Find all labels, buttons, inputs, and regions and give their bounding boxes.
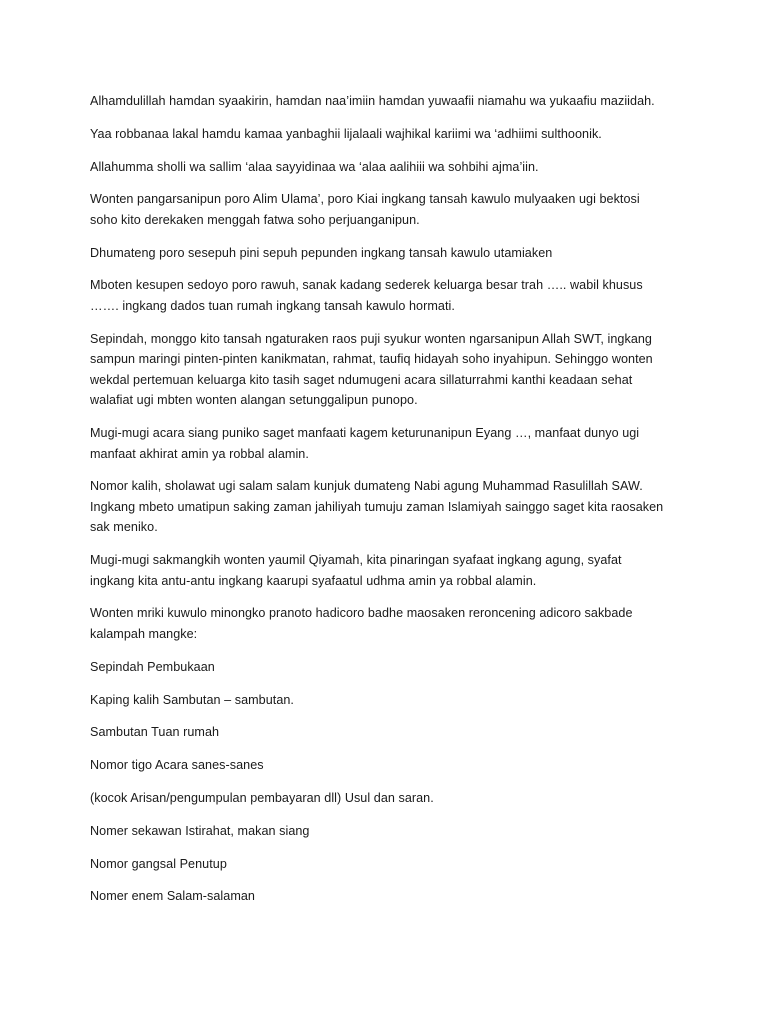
agenda-item-host-speech: Sambutan Tuan rumah [90,725,220,740]
paragraph-greeting-guests: Mboten kesupen sedoyo poro rawuh, sanak kadang sederek keluarga besar trah ….. wabil khusus ……. ingkang dados tuan rumah ingkang tansah kawulo hormati. [90,278,643,313]
paragraph-greeting-elders: Dhumateng poro sesepuh pini sepuh pepunden ingkang tansah kawulo utamiaken [90,245,553,260]
agenda-item-handshakes: Nomer enem Salam-salaman [90,889,255,904]
paragraph-agenda-intro: Wonten mriki kuwulo minongko pranoto hadicoro badhe maosaken reroncening adicoro sakbade kalampah mangke: [90,606,633,641]
paragraph-opening-praise: Alhamdulillah hamdan syaakirin, hamdan naa’imiin hamdan yuwaafii niamahu wa yukaafiu maziidah. [90,94,655,108]
agenda-item-break: Nomer sekawan Istirahat, makan siang [90,823,310,838]
agenda-item-speeches: Kaping kalih Sambutan – sambutan. [90,692,294,707]
paragraph-gratitude: Sepindah, monggo kito tansah ngaturaken raos puji syukur wonten ngarsanipun Allah SWT, ingkang sampun maringi pinten-pinten kanikmatan, rahmat, taufiq hidayah soho inyahipun. Sehinggo wonten wekdal pertemuan keluarga kito tasih saget ndumugeni acara sillaturrahmi kanthi keadaan sehat walafiat ugi mbten wonten alangan setunggalipun punopo. [90,331,653,408]
paragraph-prayer-syafaat: Mugi-mugi sakmangkih wonten yaumil Qiyamah, kita pinaringan syafaat ingkang agung, syafat ingkang kita antu-antu ingkang kaarupi syafaatul udhma amin ya robbal alamin. [90,553,622,588]
paragraph-prayer-benefit: Mugi-mugi acara siang puniko saget manfaati kagem keturunanipun Eyang …, manfaat dunyo ugi manfaat akhirat amin ya robbal alamin. [90,426,640,461]
agenda-item-arisan: (kocok Arisan/pengumpulan pembayaran dll) Usul dan saran. [90,790,434,805]
agenda-item-closing: Nomor gangsal Penutup [90,856,227,871]
agenda-item-other-events: Nomor tigo Acara sanes-sanes [90,758,264,773]
paragraph-salawat-prophet: Nomor kalih, sholawat ugi salam salam kunjuk dumateng Nabi agung Muhammad Rasulillah SAW. Ingkang mbeto umatipun saking zaman jahiliyah tumuju zaman Islamiyah sainggo saget kita raosaken sak meniko. [90,479,664,535]
paragraph-praise-lord: Yaa robbanaa lakal hamdu kamaa yanbaghii lijalaali wajhikal kariimi wa ‘adhiimi sulthoonik. [90,126,602,141]
paragraph-sholawat: Allahumma sholli wa sallim ‘alaa sayyidinaa wa ‘alaa aalihiii wa sohbihi ajma’iin. [90,159,539,174]
agenda-item-opening: Sepindah Pembukaan [90,659,215,674]
paragraph-greeting-ulama: Wonten pangarsanipun poro Alim Ulama’, poro Kiai ingkang tansah kawulo mulyaaken ugi bektosi soho kito derekaken menggah fatwa soho perjuanganipun. [90,192,640,227]
